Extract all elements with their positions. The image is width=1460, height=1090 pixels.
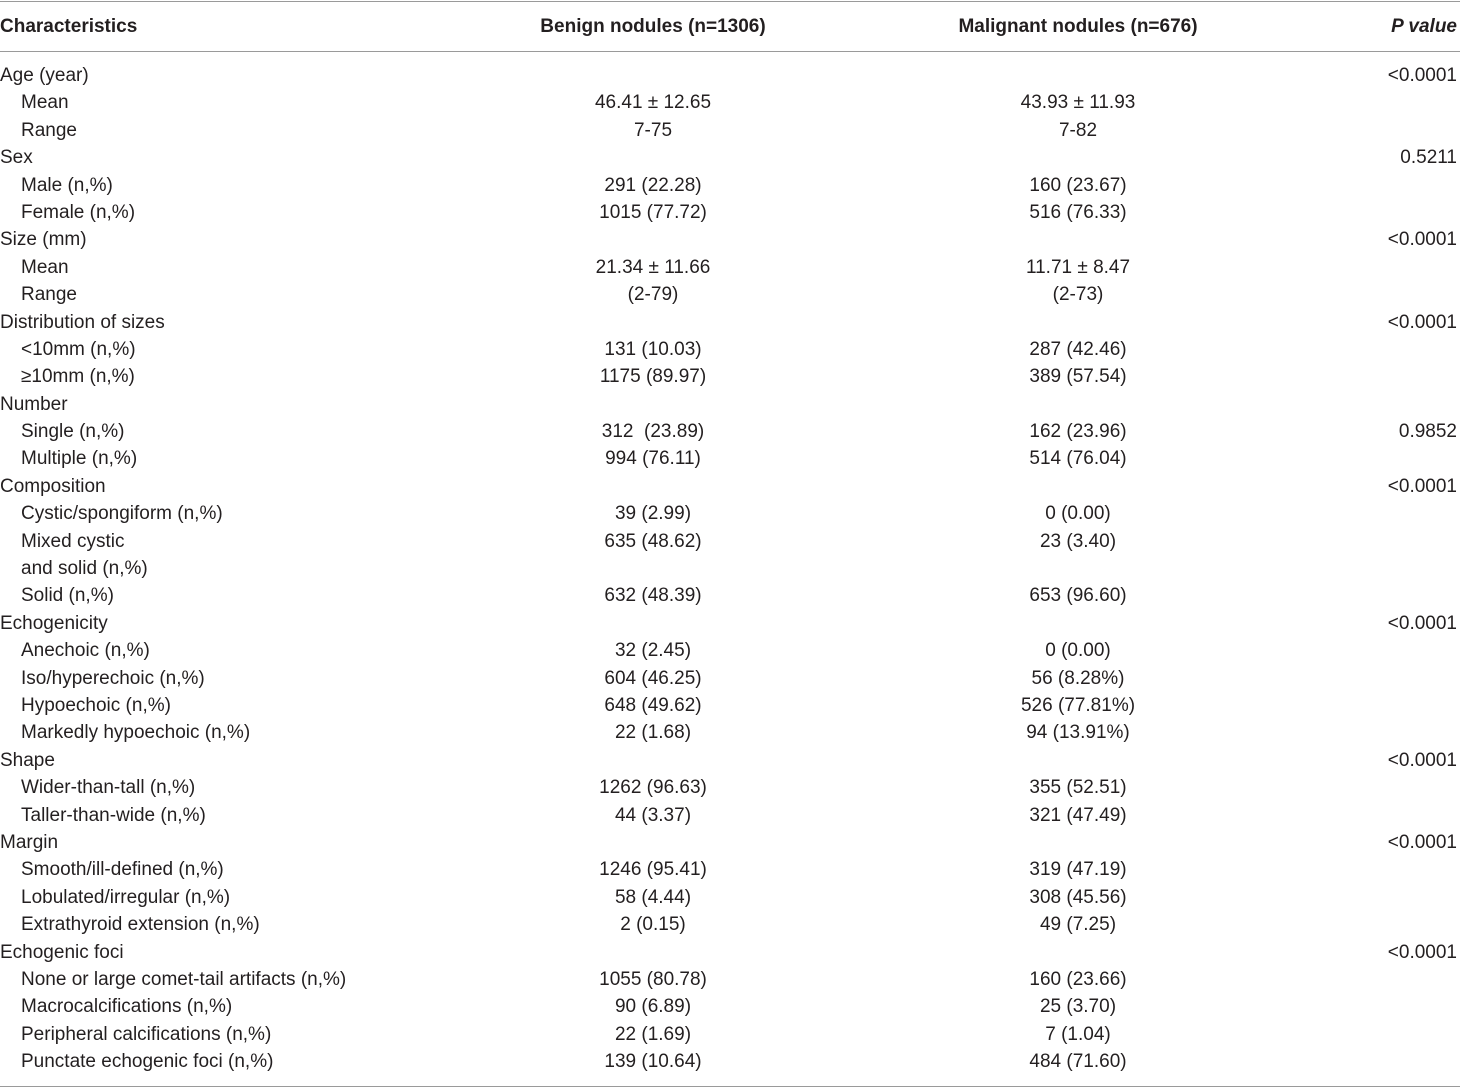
header-characteristics: Characteristics	[0, 16, 138, 37]
row-label: Age (year)	[0, 65, 89, 86]
table-row	[0, 1021, 1460, 1048]
table-row	[0, 802, 1460, 829]
row-label: Mixed cystic	[21, 530, 125, 552]
table-row	[0, 582, 1460, 609]
row-label: Mean	[21, 256, 69, 278]
row-label: Punctate echogenic foci (n,%)	[21, 1051, 274, 1073]
table-row	[0, 226, 1460, 253]
table-row	[0, 309, 1460, 336]
table-row	[0, 199, 1460, 226]
benign-value: 58 (4.44)	[614, 886, 692, 908]
table-row	[0, 665, 1460, 692]
benign-value: 22 (1.69)	[614, 1023, 692, 1045]
table-row	[0, 692, 1460, 719]
p-value: <0.0001	[1387, 831, 1457, 853]
table-row	[0, 254, 1460, 281]
row-label: Cystic/spongiform (n,%)	[21, 503, 223, 525]
row-label: Solid (n,%)	[21, 585, 114, 607]
benign-value: 994 (76.11)	[605, 448, 701, 470]
table-row	[0, 884, 1460, 911]
benign-value: 7-75	[633, 119, 673, 141]
row-label: None or large comet-tail artifacts (n,%)	[21, 968, 347, 990]
malignant-value: 319 (47.19)	[1029, 859, 1127, 881]
p-value: <0.0001	[1387, 311, 1457, 333]
table-row	[0, 774, 1460, 801]
malignant-value: 56 (8.28%)	[1031, 667, 1125, 689]
row-label: Single (n,%)	[21, 421, 125, 443]
benign-value: 1262 (96.63)	[599, 777, 707, 799]
p-value: <0.0001	[1387, 941, 1457, 963]
row-label: ≥10mm (n,%)	[21, 366, 135, 388]
malignant-value: 160 (23.67)	[1029, 174, 1127, 196]
malignant-value: 160 (23.66)	[1029, 968, 1127, 990]
malignant-value: 11.71 ± 8.47	[1025, 256, 1131, 278]
table-row	[0, 391, 1460, 418]
row-label: Distribution of sizes	[0, 311, 165, 333]
malignant-value: 0 (0.00)	[1045, 503, 1111, 525]
table-header-row	[0, 0, 1460, 52]
table-row	[0, 418, 1460, 445]
table-row	[0, 1048, 1460, 1075]
benign-value: 291 (22.28)	[604, 174, 702, 196]
table-row	[0, 445, 1460, 472]
table-row	[0, 966, 1460, 993]
malignant-value: 7-82	[1058, 119, 1098, 141]
benign-value: 632 (48.39)	[604, 585, 702, 607]
row-label: <10mm (n,%)	[21, 338, 136, 360]
benign-value: 1246 (95.41)	[599, 859, 707, 881]
row-label: Sex	[0, 147, 33, 169]
table-header-rule	[0, 51, 1460, 52]
table-row	[0, 62, 1460, 89]
table-row	[0, 336, 1460, 363]
table-row	[0, 172, 1460, 199]
row-label: Range	[21, 119, 77, 141]
table-row	[0, 856, 1460, 883]
table-body	[0, 62, 1460, 1075]
malignant-value: 484 (71.60)	[1029, 1051, 1127, 1073]
table-bottom-rule	[0, 1086, 1460, 1087]
malignant-value: 526 (77.81%)	[1020, 694, 1136, 716]
row-label: Peripheral calcifications (n,%)	[21, 1023, 272, 1045]
benign-value: 46.41 ± 12.65	[594, 92, 712, 114]
malignant-value: 7 (1.04)	[1045, 1023, 1111, 1045]
table-row	[0, 610, 1460, 637]
row-label: Margin	[0, 831, 59, 853]
table-row	[0, 89, 1460, 116]
row-label: Number	[0, 393, 68, 415]
row-label: Smooth/ill-defined (n,%)	[21, 859, 224, 881]
table-row	[0, 993, 1460, 1020]
benign-value: 21.34 ± 11.66	[595, 256, 711, 278]
row-label: Wider-than-tall (n,%)	[21, 777, 196, 799]
benign-value: 648 (49.62)	[604, 694, 702, 716]
table-row	[0, 555, 1460, 582]
malignant-value: 516 (76.33)	[1029, 201, 1127, 223]
malignant-value: 0 (0.00)	[1045, 640, 1111, 662]
row-label: Mean	[21, 92, 69, 114]
table-row	[0, 473, 1460, 500]
p-value: 0.5211	[1400, 147, 1457, 169]
row-label: Lobulated/irregular (n,%)	[21, 886, 231, 908]
malignant-value: 43.93 ± 11.93	[1020, 92, 1136, 114]
malignant-value: 321 (47.49)	[1029, 804, 1127, 826]
malignant-value: 653 (96.60)	[1029, 585, 1127, 607]
table-row	[0, 829, 1460, 856]
malignant-value: 94 (13.91%)	[1026, 722, 1130, 744]
row-label: Multiple (n,%)	[21, 448, 138, 470]
table-row	[0, 144, 1460, 171]
malignant-value: 162 (23.96)	[1029, 421, 1127, 443]
table-row	[0, 939, 1460, 966]
benign-value: 22 (1.68)	[614, 722, 692, 744]
malignant-value: 49 (7.25)	[1039, 914, 1117, 936]
header-benign: Benign nodules (n=1306)	[540, 16, 766, 37]
row-label: Echogenic foci	[0, 941, 124, 963]
table-row	[0, 637, 1460, 664]
benign-value: (2-79)	[627, 284, 679, 306]
benign-value: 1175 (89.97)	[599, 366, 707, 388]
malignant-value: 308 (45.56)	[1029, 886, 1127, 908]
p-value: <0.0001	[1387, 475, 1457, 497]
table-row	[0, 911, 1460, 938]
benign-value: 312 (23.89)	[601, 421, 705, 443]
row-label: Taller-than-wide (n,%)	[21, 804, 206, 826]
malignant-value: 23 (3.40)	[1039, 530, 1117, 552]
benign-value: 32 (2.45)	[614, 640, 692, 662]
benign-value: 90 (6.89)	[614, 996, 692, 1018]
malignant-value: 514 (76.04)	[1029, 448, 1127, 470]
row-label: Extrathyroid extension (n,%)	[21, 914, 260, 936]
row-label: and solid (n,%)	[21, 558, 148, 580]
table-row	[0, 117, 1460, 144]
row-label: Markedly hypoechoic (n,%)	[21, 722, 251, 744]
row-label: Hypoechoic (n,%)	[21, 694, 171, 716]
row-label: Size (mm)	[0, 229, 87, 251]
malignant-value: 25 (3.70)	[1039, 996, 1117, 1018]
malignant-value: 389 (57.54)	[1029, 366, 1127, 388]
table-row	[0, 500, 1460, 527]
row-label: Composition	[0, 475, 106, 497]
malignant-value: 287 (42.46)	[1029, 338, 1127, 360]
malignant-value: (2-73)	[1052, 284, 1104, 306]
p-value: <0.0001	[1387, 65, 1457, 86]
benign-value: 1015 (77.72)	[599, 201, 707, 223]
benign-value: 131 (10.03)	[604, 338, 702, 360]
table-row	[0, 281, 1460, 308]
table-row	[0, 528, 1460, 555]
row-label: Shape	[0, 749, 55, 771]
row-label: Range	[21, 284, 77, 306]
p-value: <0.0001	[1387, 749, 1457, 771]
benign-value: 1055 (80.78)	[599, 968, 707, 990]
header-malignant: Malignant nodules (n=676)	[958, 16, 1198, 37]
benign-value: 44 (3.37)	[614, 804, 692, 826]
benign-value: 604 (46.25)	[604, 667, 702, 689]
row-label: Female (n,%)	[21, 201, 136, 223]
benign-value: 39 (2.99)	[614, 503, 692, 525]
table-row	[0, 719, 1460, 746]
row-label: Macrocalcifications (n,%)	[21, 996, 233, 1018]
benign-value: 2 (0.15)	[620, 914, 686, 936]
benign-value: 635 (48.62)	[604, 530, 702, 552]
row-label: Iso/hyperechoic (n,%)	[21, 667, 205, 689]
table-row	[0, 363, 1460, 390]
row-label: Echogenicity	[0, 612, 108, 634]
row-label: Male (n,%)	[21, 174, 113, 196]
p-value: <0.0001	[1387, 229, 1457, 251]
malignant-value: 355 (52.51)	[1029, 777, 1127, 799]
row-label: Anechoic (n,%)	[21, 640, 150, 662]
benign-value: 139 (10.64)	[604, 1051, 702, 1073]
p-value: 0.9852	[1398, 421, 1457, 443]
header-p-value: P value	[1391, 16, 1457, 37]
p-value: <0.0001	[1387, 612, 1457, 634]
table-row	[0, 747, 1460, 774]
